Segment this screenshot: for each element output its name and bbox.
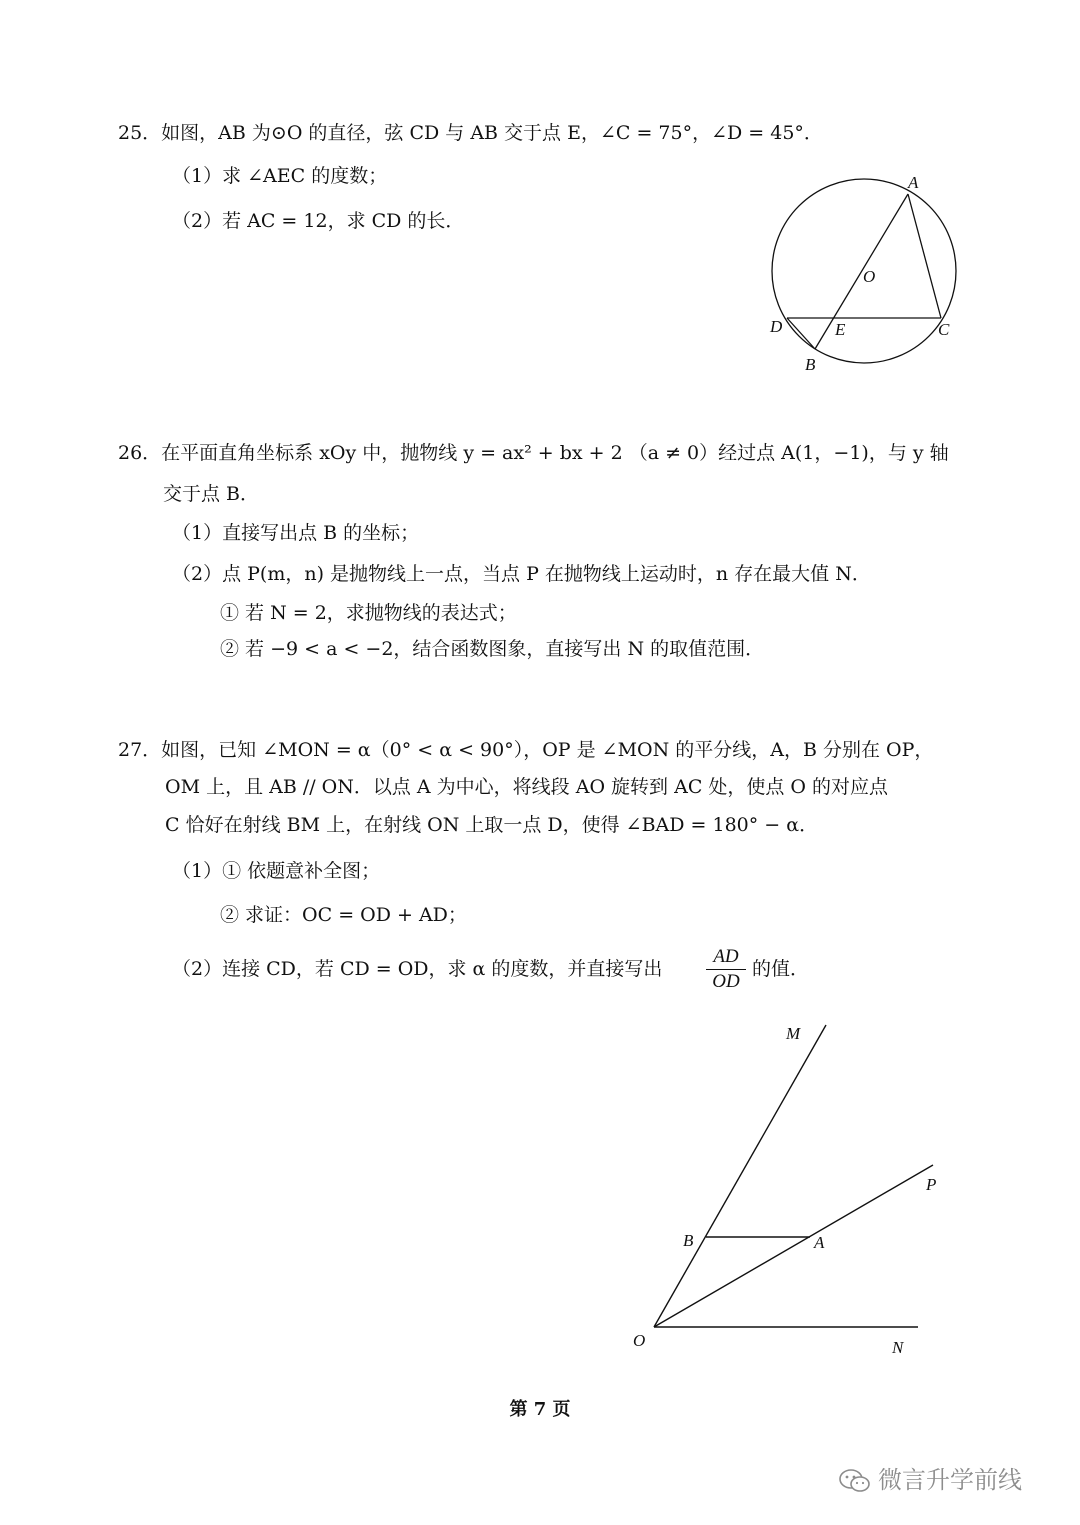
label-a: A <box>814 1233 825 1252</box>
q26-part2: （2）点 P(m，n) 是抛物线上一点，当点 P 在抛物线上运动时，n 存在最大值 N． <box>172 563 871 585</box>
ray-op <box>654 1165 933 1327</box>
q26-stem-line2: 交于点 B． <box>163 483 260 505</box>
q26-part1: （1）直接写出点 B 的坐标； <box>172 522 420 544</box>
q27-stem-line1: 27．如图，已知 ∠MON = α（0° < α < 90°），OP 是 ∠MON 的平分线，A，B 分别在 OP， <box>118 739 934 761</box>
chord-ab <box>815 194 908 349</box>
q27-stem-line2: OM 上，且 AB // ON．以点 A 为中心，将线段 AO 旋转到 AC 处，使点 O 的对应点 <box>165 776 889 798</box>
page-number: 第 7 页 <box>509 1399 571 1420</box>
watermark <box>838 1460 1022 1495</box>
label-n: N <box>892 1338 904 1357</box>
q26-sub1: ① 若 N = 2，求抛物线的表达式； <box>220 602 517 624</box>
label-o: O <box>863 267 876 286</box>
fraction-denominator: OD <box>712 971 740 992</box>
q27-part2-a: （2）连接 CD，若 CD = OD，求 α 的度数，并直接写出 <box>172 958 663 980</box>
q27-part1b: ② 求证：OC = OD + AD； <box>220 904 467 926</box>
label-a: A <box>908 173 919 192</box>
watermark-text: 微言升学前线 <box>878 1466 1022 1494</box>
q27-stem-line3: C 恰好在射线 BM 上，在射线 ON 上取一点 D，使得 ∠BAD = 180° − α． <box>165 814 819 836</box>
label-o: O <box>633 1331 646 1350</box>
q26-sub2: ② 若 −9 < a < −2，结合函数图象，直接写出 N 的取值范围． <box>220 638 765 660</box>
q25-part2: （2）若 AC = 12，求 CD 的长． <box>172 210 465 232</box>
chord-ac <box>908 194 941 318</box>
fraction-numerator: AD <box>706 945 746 970</box>
label-b: B <box>683 1231 694 1250</box>
q25-stem: 25．如图，AB 为⊙O 的直径，弦 CD 与 AB 交于点 E，∠C = 75°，∠D = 45°． <box>118 122 823 144</box>
label-d: D <box>770 317 783 336</box>
fraction-ad-od <box>706 945 746 994</box>
q27-angle-figure <box>620 1010 960 1360</box>
label-e: E <box>835 320 846 339</box>
q27-part1: （1）① 依题意补全图； <box>172 860 381 882</box>
q25-circle-figure <box>760 165 980 380</box>
q27-part2-b: 的值． <box>752 958 810 980</box>
label-m: M <box>786 1024 801 1043</box>
q26-stem-line1: 26．在平面直角坐标系 xOy 中，抛物线 y = ax² + bx + 2 （a ≠ 0）经过点 A(1，−1)，与 y 轴 <box>118 442 949 464</box>
wechat-icon <box>838 1468 872 1494</box>
chord-db <box>787 318 815 349</box>
label-b: B <box>805 355 816 374</box>
q25-part1: （1）求 ∠AEC 的度数； <box>172 165 388 187</box>
label-c: C <box>938 320 950 339</box>
label-p: P <box>926 1175 937 1194</box>
ray-om <box>654 1025 826 1327</box>
